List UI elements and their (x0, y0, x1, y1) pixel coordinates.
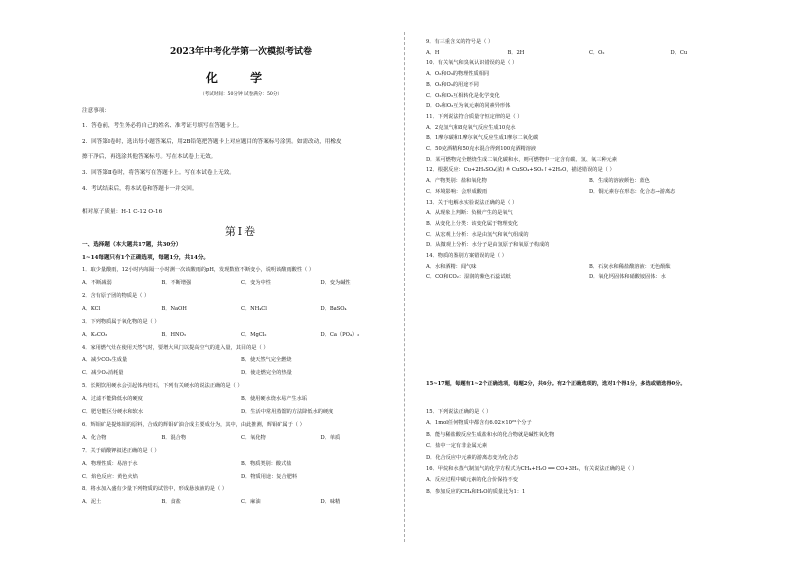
volume-title: 第Ⅰ卷 (224, 225, 258, 238)
answer-option: C．氧化物 (241, 434, 266, 441)
answer-option: D．BaSO₄ (320, 305, 347, 312)
notice-line: 3．回答第Ⅱ卷时，将答案写在答题卡上。写在本试卷上无效。 (82, 170, 235, 176)
answer-option: C．50克酒精和50克水混合得到100克酒精溶液 (426, 146, 537, 152)
answer-option: C．盐中一定有非金属元素 (426, 443, 488, 450)
answer-option: A．物理性质：易溶于水 (82, 460, 138, 467)
answer-option: C．麻油 (241, 499, 261, 506)
answer-option: A．减少CO₂生成量 (82, 357, 128, 364)
question-stem: 14．物质的鉴别方案错误的是（ ） (426, 253, 507, 259)
notice-line: 2．回答第Ⅰ卷时，选出每小题答案后，用2B铅笔把答题卡上对应题目的答案标号涂黑。如需改动，用橡皮 (82, 139, 342, 145)
answer-option: A．反应过程中碳元素的化合价保持不变 (426, 477, 518, 484)
section-desc-2: 15~17题，每题有1~2个正确选项，每题2分，共6分。有2个正确选项的，选对1个得1分，多选或错选得0分。 (426, 381, 686, 387)
answer-option: A．O₂和O₃的物理性质相同 (426, 71, 490, 78)
exam-title: 2023年中考化学第一次模拟考试卷 (169, 47, 313, 57)
answer-option: B．使天然气完全燃烧 (241, 357, 292, 364)
answer-option: D．Ca（PO₄）₂ (320, 331, 360, 338)
question-stem: 6．辉钼矿是提炼钼的原料，合成的辉钼矿油合成主要成分为，其中，由此推测，辉钼矿属于（ ） (82, 421, 305, 428)
answer-option: C．NH₄Cl (241, 305, 267, 312)
answer-option: A．K₂CO₃ (82, 331, 108, 338)
answer-option: D．味精 (320, 499, 341, 506)
answer-option: B．不断增强 (161, 280, 192, 286)
question-stem: 16．甲烷和水蒸气制氢气的化学方程式为CH₄+H₂O ══ CO+3H₂，有关说法正确的是（ ） (426, 466, 638, 472)
answer-option: A．化合物 (82, 434, 107, 441)
answer-option: A．H (426, 49, 440, 56)
answer-option: A．产物类别：盐和氧化物 (426, 178, 487, 185)
answer-option: A．KCl (82, 305, 101, 312)
answer-option: D．使走燃完全的热量 (241, 370, 292, 377)
answer-option: A．水和酒精：闻气味 (426, 263, 477, 270)
question-stem: 4．家用燃气灶在使用天然气时，要增大风门以提高空气的进入量，其目的是（ ） (82, 344, 269, 351)
question-stem: 15．下列说法正确的是（ ） (426, 409, 492, 415)
question-stem: 7．关于硝酸钾叙述正确的是（ ） (82, 447, 160, 454)
answer-option: A．2克氢气和8克氧气反应生成10克水 (426, 124, 516, 131)
answer-option: A．过滤不能降低水的硬度 (82, 396, 143, 403)
answer-option: C．O₂和O₃互相转化是化学变化 (426, 92, 500, 99)
answer-option: B．O₂和O₃的用途不同 (426, 81, 479, 88)
answer-option: B．1摩尔碳和1摩尔氧气反应生成1摩尔二氧化碳 (426, 135, 539, 142)
notice-line: 擦干净后，再选涂其他答案标号。写在本试卷上无效。 (82, 154, 217, 160)
atomic-masses: 相对原子质量：H-1 C-12 O-16 (82, 209, 163, 215)
answer-option: B．物质类别：酸式盐 (241, 460, 292, 467)
answer-option: D．变为碱性 (320, 280, 351, 286)
answer-option: D．化合反应中元素的游离态变为化合态 (426, 454, 519, 461)
question-stem: 10．有关氧气和臭氧认识错误的是（ ） (426, 60, 518, 67)
answer-option: B．石灰水和稀盐酸溶液：无色酚酞 (589, 263, 671, 270)
answer-option: C．焰色反应：黄色火焰 (82, 473, 138, 480)
answer-option: C．O₂ (589, 49, 605, 56)
question-stem: 2．含有原子团的物质是（ ） (82, 292, 150, 299)
answer-option: C．变为中性 (241, 280, 271, 286)
question-stem: 13．关于电解水实验说法正确的是（ ） (426, 199, 518, 206)
answer-option: B．参加反应的CH₄和H₂O的质量比为1：1 (426, 488, 526, 495)
subject-title: 化 学 (205, 71, 277, 85)
exam-info: （考试时间：50分钟 试卷满分：50分） (199, 92, 283, 97)
answer-option: D．生活中常用蒸馏的方法降低水的硬度 (241, 409, 334, 415)
question-stem: 11．下列说法符合质量守恒定律的是（ ） (426, 113, 523, 120)
question-stem: 3．下列物质属于氧化物的是（ ） (82, 318, 160, 325)
answer-option: D．铜元素存在形态：化合态→游离态 (589, 188, 676, 195)
answer-option: D．O₂和O₃互为氧元素的同素异形体 (426, 103, 511, 110)
answer-option: B．使用硬水烧水易产生水垢 (241, 396, 308, 403)
answer-option: C．从宏观上分析：水是由氢气和氧气组成的 (426, 231, 529, 238)
notice-line: 1．答卷前，考生务必将自己的姓名、准考证号填写在答题卡上。 (82, 123, 243, 129)
answer-option: D．物质用途：复合肥料 (241, 473, 298, 480)
question-stem: 1．取少量酸雨，12小时内每隔一小时测一次该酸雨的pH，发现数值不断变小，说明该酸雨酸性（ ） (82, 267, 315, 273)
answer-option: B．混合物 (161, 434, 187, 441)
answer-option: C．减少O₂消耗量 (82, 370, 124, 377)
notice-line: 4．考试结束后，将本试卷和答题卡一并交回。 (82, 186, 198, 192)
answer-option: A．从现象上判断：负极产生的是氧气 (426, 210, 513, 217)
answer-option: D．某可燃物完全燃烧生成二氧化碳和水，则可燃物中一定含有碳、氢、氧三种元素 (426, 156, 617, 163)
answer-option: C．CO和CO₂：湿润的紫色石蕊试纸 (426, 274, 511, 281)
answer-option: A．不断减弱 (82, 280, 112, 286)
question-stem: 8．将水加入盛有少量下列物质的试管中，形成悬浊液的是（ ） (82, 486, 228, 493)
answer-option: D．从微观上分析：水分子是由氢原子和氧原子构成的 (426, 242, 550, 249)
answer-option: C．MgCl₂ (241, 331, 267, 338)
answer-option: B．2H (507, 49, 525, 56)
answer-option: A．1mol任何物质中都含有6.02×10²³个分子 (426, 420, 532, 427)
answer-option: B．NaOH (161, 305, 187, 312)
section-title: 一、选择题（本大题共17题，共30分） (82, 242, 182, 248)
notice-title: 注意事项： (82, 108, 110, 114)
question-stem: 9．有三重含义的符号是（ ） (426, 39, 494, 45)
answer-option: D．氧化钙固体和硝酸铵固体：水 (589, 274, 666, 281)
question-stem: 12．根据反应：Cu+2H₂SO₄(浓) ≜ CuSO₄+SO₂↑+2H₂O，描述错误的是（ ） (426, 167, 615, 174)
answer-option: D．Cu (670, 49, 688, 56)
answer-option: B．食盐 (161, 499, 181, 506)
column-divider (404, 32, 405, 542)
answer-option: B．能与稀盐酸反应生成盐和水的化合物就是碱性氧化物 (426, 431, 555, 438)
question-stem: 5．长期饮用硬水会引起体内结石，下列有关硬水的说法正确的是（ ） (82, 383, 243, 390)
answer-option: D．单质 (320, 434, 341, 441)
answer-option: B．生成的溶液颜色：蓝色 (589, 178, 650, 185)
answer-option: C．肥皂能区分硬水和软水 (82, 409, 144, 415)
answer-option: B．HNO₃ (161, 331, 186, 338)
answer-option: B．从变化上分类：该变化属于物理变化 (426, 220, 518, 227)
answer-option: A．泥土 (82, 499, 102, 506)
answer-option: C．环境影响：会形成酸雨 (426, 188, 488, 195)
section-desc: 1~14每题只有1个正确选项，每题1分，共14分。 (82, 255, 210, 261)
